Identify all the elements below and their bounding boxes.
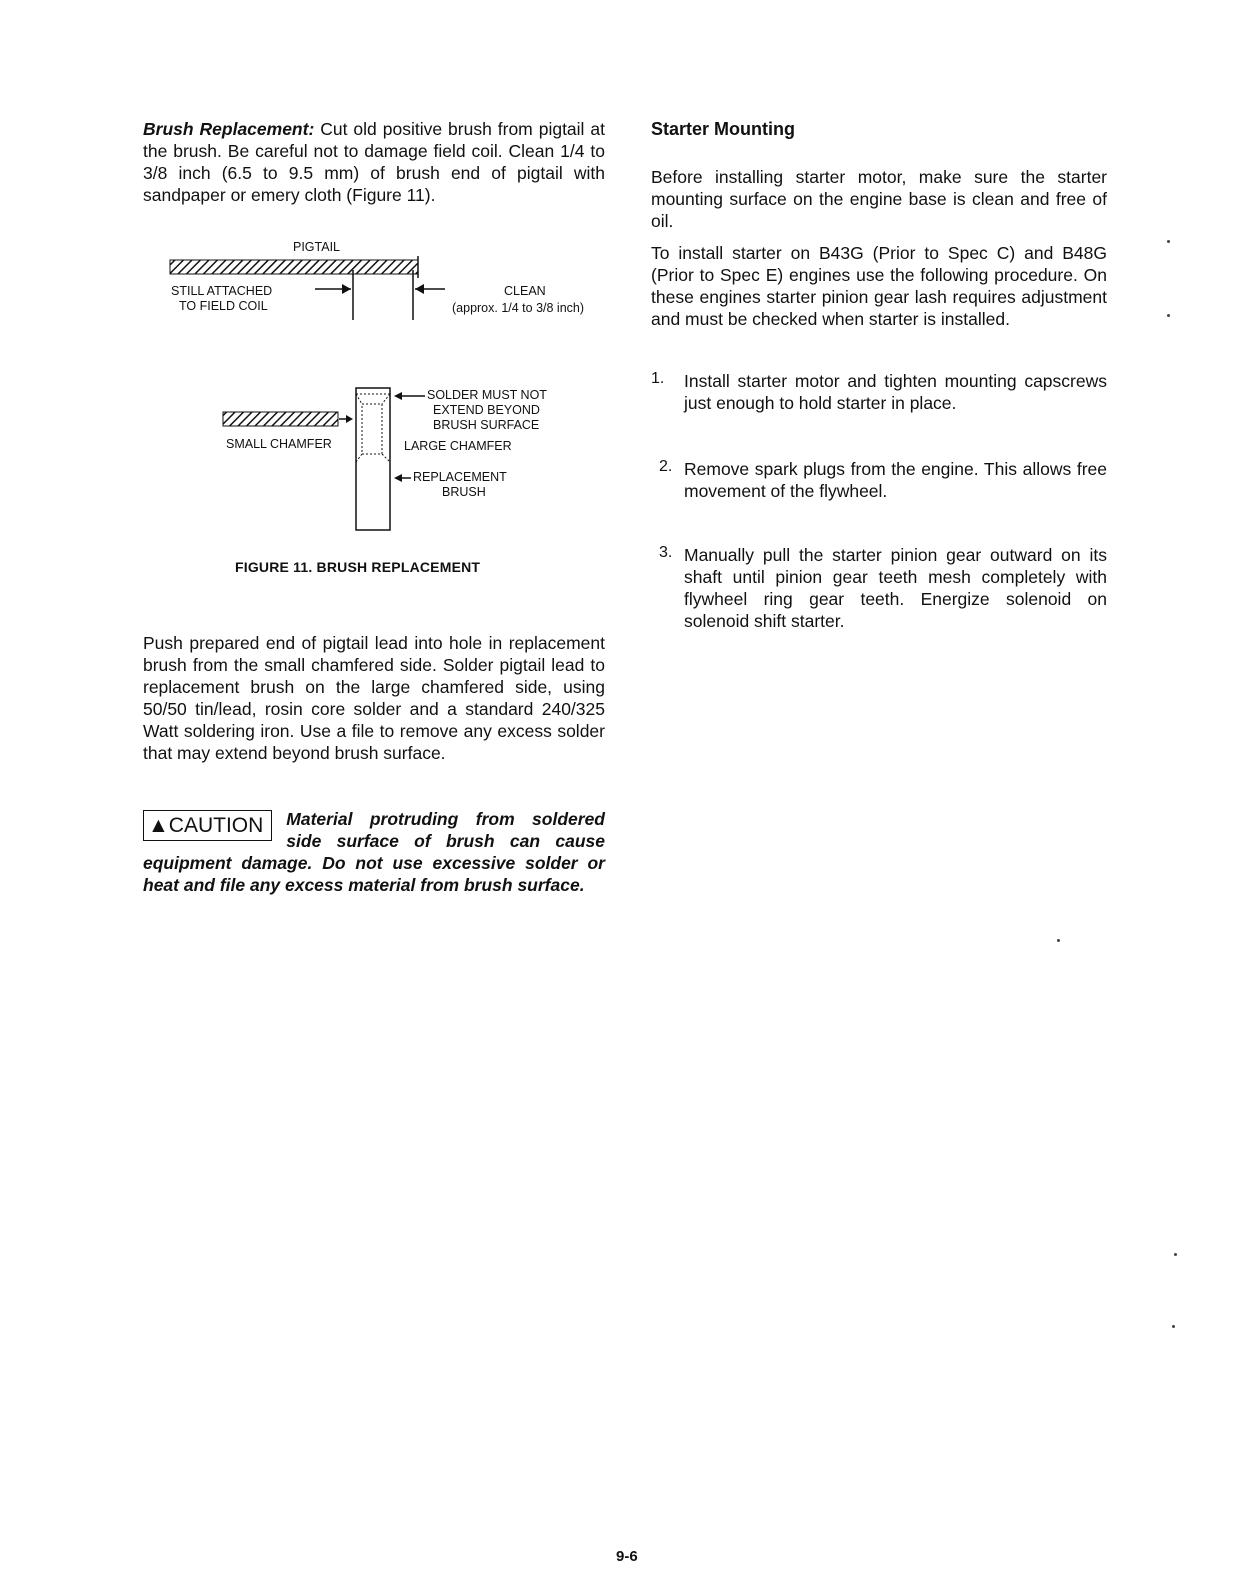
scan-speck — [1174, 1253, 1177, 1256]
label-solder-1: SOLDER MUST NOT — [427, 388, 547, 402]
label-solder-3: BRUSH SURFACE — [433, 418, 540, 432]
starter-install-paragraph: To install starter on B43G (Prior to Spec C) and B48G (Prior to Spec E) engines use the following procedure. On these engines starter pinion gear lash requires adjustment and must be checked when starter is installed. — [651, 243, 1107, 329]
label-still-attached: STILL ATTACHED — [171, 284, 273, 298]
label-large-chamfer: LARGE CHAMFER — [404, 439, 512, 453]
label-solder-2: EXTEND BEYOND — [433, 403, 540, 417]
scan-speck — [1057, 939, 1060, 942]
figure-caption: FIGURE 11. BRUSH REPLACEMENT — [235, 559, 481, 575]
caution-block — [143, 808, 605, 896]
step-3 — [651, 544, 1107, 632]
brush-replacement-figure — [143, 240, 605, 592]
caution-text: Material protruding from soldered side surface of brush can cause equipment damage. Do not use excessive solder or heat and file any excess material from brush surface. — [143, 809, 605, 895]
step-3-text: Manually pull the starter pinion gear outward on its shaft until pinion gear teeth mesh completely with flywheel ring gear teeth. Energize solenoid on solenoid shift starter. — [684, 545, 1107, 631]
label-to-field-coil: TO FIELD COIL — [179, 299, 268, 313]
step-3-number: 3. — [659, 544, 673, 561]
caution-label: ▲CAUTION — [143, 810, 272, 841]
brush-replacement-paragraph — [143, 118, 605, 206]
label-replacement: REPLACEMENT — [413, 470, 507, 484]
page-number: 9-6 — [616, 1548, 638, 1565]
brush-replacement-text: Cut old positive brush from pigtail at the brush. Be careful not to damage field coil. Clean 1/4 to 3/8 inch (6.5 to 9.5 mm) of brush end of pigtail with sandpaper or emery cloth (Figure 11). — [143, 119, 605, 205]
scan-speck — [1167, 240, 1170, 243]
label-brush: BRUSH — [442, 485, 486, 499]
replacement-brush-shape — [356, 388, 390, 530]
step-1-text: Install starter motor and tighten mounting capscrews just enough to hold starter in place. — [684, 371, 1107, 413]
label-pigtail: PIGTAIL — [293, 240, 341, 254]
step-1 — [651, 370, 1107, 414]
label-clean: CLEAN — [504, 284, 546, 298]
step-1-number: 1. — [651, 370, 665, 387]
right-column — [651, 118, 1107, 632]
scan-speck — [1167, 314, 1170, 317]
step-2-number: 2. — [659, 458, 673, 475]
brush-replacement-lead: Brush Replacement: — [143, 119, 315, 139]
step-2 — [651, 458, 1107, 502]
scan-speck — [1172, 1325, 1175, 1328]
label-small-chamfer: SMALL CHAMFER — [226, 437, 332, 451]
left-column — [143, 118, 605, 896]
pigtail-lower — [223, 412, 338, 426]
pigtail-wire — [170, 260, 418, 274]
push-pigtail-paragraph: Push prepared end of pigtail lead into hole in replacement brush from the small chamfered side. Solder pigtail lead to replacement brush on the large chamfered side, using 50/50 tin/lead, rosin core solder and a standard 240/325 Watt soldering iron. Use a file to remove any excess solder that may extend beyond brush surface. — [143, 633, 605, 763]
starter-mounting-heading: Starter Mounting — [651, 119, 795, 139]
step-2-text: Remove spark plugs from the engine. This allows free movement of the flywheel. — [684, 459, 1107, 501]
starter-intro-paragraph: Before installing starter motor, make sure the starter mounting surface on the engine base is clean and free of oil. — [651, 167, 1107, 231]
label-clean-approx: (approx. 1/4 to 3/8 inch) — [452, 301, 585, 315]
